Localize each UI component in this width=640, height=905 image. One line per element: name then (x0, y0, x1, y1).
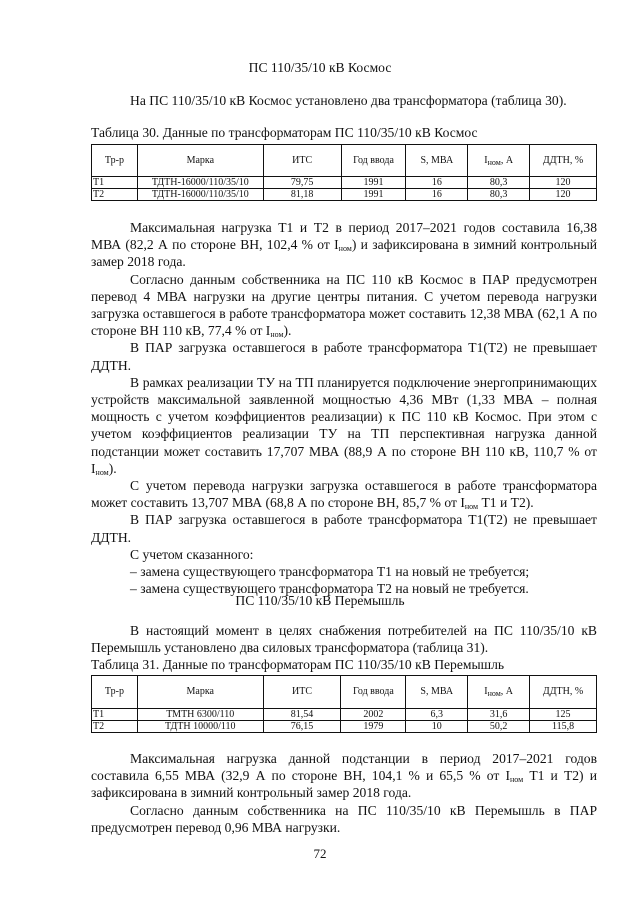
table-31-caption: Таблица 31. Данные по трансформаторам ПС 110/35/10 кВ Перемышль (91, 657, 505, 672)
paragraph: В настоящий момент в целях снабжения потребителей на ПС 110/35/10 кВ Перемышль установлено два силовых трансформатора (таблица 31). (91, 623, 597, 656)
paragraph: С учетом перевода нагрузки загрузка оставшегося в работе трансформатора может составить 13,707 МВА (68,8 А по стороне ВН, 85,7 % от $I_{ном}$ Т1 и Т2). (91, 478, 597, 512)
paragraph: В рамках реализации ТУ на ТП планируется подключение энергопринимающих устройств максимальной заявленной мощностью 4,36 МВт (1,33 МВА – полная мощность с учетом коэффициентов реализации) к ПС 110 кВ Космос. При этом с учетом коэффициентов реализации ТУ на ТП перспективная нагрузка данной подстанции может составить 17,707 МВА (88,9 А по стороне ВН 110 кВ, 110,7 % от $I_{ном}$). (91, 374, 597, 477)
table-cell: ТДТН 10000/110 (137, 721, 263, 733)
table-cell: Т2 (92, 721, 138, 733)
table-row (92, 709, 597, 721)
table-row (92, 189, 597, 201)
table-cell: 2002 (341, 709, 406, 721)
col-header: $I_{ном}$, А (468, 676, 530, 709)
table-cell: 79,75 (263, 177, 341, 189)
table-31 (91, 675, 597, 733)
kosmos-analysis-block (91, 219, 597, 597)
table-cell: 31,6 (468, 709, 530, 721)
paragraph: В ПАР загрузка оставшегося в работе трансформатора Т1(Т2) не превышает ДДТН. (91, 512, 597, 545)
table-cell: 50,2 (468, 721, 530, 733)
intro-paragraph-kosmos (91, 92, 597, 109)
table-cell: 120 (530, 177, 597, 189)
col-header: Год ввода (341, 676, 406, 709)
table-cell: 16 (406, 177, 468, 189)
table-row (92, 177, 597, 189)
col-header: S, МВА (406, 145, 468, 177)
table-cell: 16 (406, 189, 468, 201)
table-cell: 1991 (341, 177, 406, 189)
section-heading-kosmos: ПС 110/35/10 кВ Космос (248, 60, 392, 75)
table-cell: 120 (530, 189, 597, 201)
paragraph: Согласно данным собственника на ПС 110 кВ Космос в ПАР предусмотрен перевод 4 МВА нагрузки на другие центры питания. С учетом перевода нагрузки загрузка оставшегося в работе трансформатора может составить 12,38 МВА (62,1 А по стороне ВН 110 кВ, 77,4 % от $I_{ном}$). (91, 271, 597, 340)
section-heading-peremyshl: ПС 110/35/10 кВ Перемышль (235, 593, 405, 608)
table-cell: 1979 (341, 721, 406, 733)
table-cell: 80,3 (468, 189, 530, 201)
table-cell: 1991 (341, 189, 406, 201)
table-row (92, 721, 597, 733)
table-cell: 76,15 (263, 721, 341, 733)
col-header: Тр-р (92, 676, 138, 709)
intro-text: На ПС 110/35/10 кВ Космос установлено два трансформатора (таблица 30). (130, 93, 567, 108)
table-cell: Т2 (92, 189, 138, 201)
table-cell: Т1 (92, 177, 138, 189)
col-header: ДДТН, % (530, 145, 597, 177)
col-header: Марка (137, 145, 263, 177)
table-header-row (92, 676, 597, 709)
paragraph: В ПАР загрузка оставшегося в работе трансформатора Т1(Т2) не превышает ДДТН. (91, 340, 597, 373)
conclusion-intro: С учетом сказанного: (130, 546, 254, 562)
col-header: Марка (137, 676, 263, 709)
col-header: ДДТН, % (530, 676, 597, 709)
table-cell: 81,18 (263, 189, 341, 201)
table-cell: 115,8 (530, 721, 597, 733)
page-number: 72 (313, 846, 327, 861)
col-header: Год ввода (341, 145, 406, 177)
conclusion-item: – замена существующего трансформатора Т2 на новый не требуется. (130, 581, 529, 597)
table-header-row (92, 145, 597, 177)
table-30 (91, 144, 597, 201)
paragraph: Максимальная нагрузка данной подстанции в период 2017–2021 годов составила 6,55 МВА (32,9 А по стороне ВН, 104,1 % и 65,5 % от $I_{ном}$ Т1 и Т2) и зафиксирована в зимний контрольный замер 2018 года. (91, 751, 597, 801)
paragraph: Максимальная нагрузка Т1 и Т2 в период 2017–2021 годов составила 16,38 МВА (82,2 А по стороне ВН, 102,4 % от $I_{ном}$) и зафиксирована в зимний контрольный замер 2018 года. (91, 220, 597, 270)
col-header: ИТС (263, 145, 341, 177)
col-header: $I_{ном}$, А (468, 145, 530, 177)
table-cell: ТДТН-16000/110/35/10 (137, 177, 263, 189)
peremyshl-analysis-block (91, 750, 597, 836)
table-cell: 80,3 (468, 177, 530, 189)
table-cell: ТМТН 6300/110 (137, 709, 263, 721)
col-header: Тр-р (92, 145, 138, 177)
table-30-caption: Таблица 30. Данные по трансформаторам ПС 110/35/10 кВ Космос (91, 125, 478, 140)
table-cell: 10 (406, 721, 468, 733)
conclusion-item: – замена существующего трансформатора Т1 на новый не требуется; (130, 564, 530, 580)
paragraph: Согласно данным собственника на ПС 110/35/10 кВ Перемышль в ПАР предусмотрен перевод 0,96 МВА нагрузки. (91, 802, 597, 835)
table-cell: 6,3 (406, 709, 468, 721)
table-cell: 81,54 (263, 709, 341, 721)
col-header: ИТС (263, 676, 341, 709)
table-cell: 125 (530, 709, 597, 721)
intro-paragraph-peremyshl (91, 622, 597, 656)
col-header: S, МВА (406, 676, 468, 709)
table-cell: Т1 (92, 709, 138, 721)
table-cell: ТДТН-16000/110/35/10 (137, 189, 263, 201)
